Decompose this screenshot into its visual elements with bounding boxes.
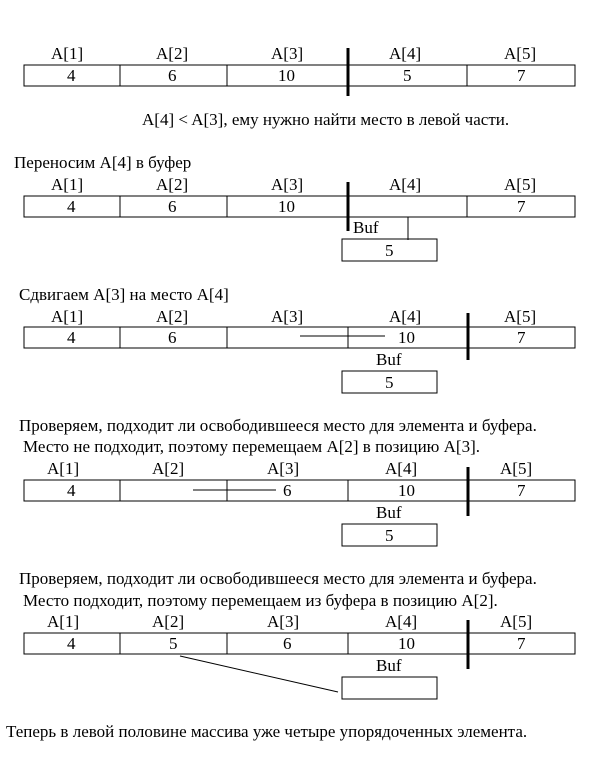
header-a3: A[3] — [271, 44, 304, 63]
cell-a5: 7 — [517, 66, 526, 85]
cell-a3: 10 — [278, 197, 295, 216]
cell-a3: 10 — [278, 66, 295, 85]
cell-a1: 4 — [67, 634, 76, 653]
conclusion-text: Теперь в левой половине массива уже четыре упорядоченных элемента. — [6, 722, 528, 741]
header-a4: A[4] — [385, 612, 418, 631]
header-a4: A[4] — [389, 44, 422, 63]
header-a5: A[5] — [500, 612, 533, 631]
header-a3: A[3] — [271, 307, 304, 326]
cell-a2: 6 — [168, 66, 177, 85]
cell-a3: 6 — [283, 634, 292, 653]
header-a5: A[5] — [504, 307, 537, 326]
header-a2: A[2] — [156, 44, 189, 63]
step5-caption-line1: Проверяем, подходит ли освободившееся место для элемента и буфера. — [19, 569, 537, 588]
buf-value: 5 — [385, 373, 394, 392]
array-2-box — [24, 196, 575, 217]
header-a4: A[4] — [385, 459, 418, 478]
cell-a3: 6 — [283, 481, 292, 500]
header-a1: A[1] — [47, 612, 80, 631]
header-a1: A[1] — [47, 459, 80, 478]
buf-label: Buf — [376, 503, 402, 522]
header-a1: A[1] — [51, 175, 84, 194]
buf-label: Buf — [376, 350, 402, 369]
header-a2: A[2] — [156, 175, 189, 194]
array-4-box — [24, 480, 575, 501]
step4-caption-line1: Проверяем, подходит ли освободившееся место для элемента и буфера. — [19, 416, 537, 435]
buf-value: 5 — [385, 241, 394, 260]
cell-a4: 5 — [403, 66, 412, 85]
cell-a5: 7 — [517, 481, 526, 500]
step3-caption: Сдвигаем A[3] на место A[4] — [19, 285, 229, 304]
header-a3: A[3] — [271, 175, 304, 194]
header-a5: A[5] — [504, 44, 537, 63]
cell-a1: 4 — [67, 481, 76, 500]
step2-caption: Переносим A[4] в буфер — [14, 153, 192, 172]
array-5-box — [24, 633, 575, 654]
buf-box-5 — [342, 677, 437, 699]
buf-label: Buf — [353, 218, 379, 237]
header-a2: A[2] — [156, 307, 189, 326]
buf-value: 5 — [385, 526, 394, 545]
step4-caption-line2: Место не подходит, поэтому перемещаем A[2] в позицию A[3]. — [23, 437, 480, 456]
step1-note: A[4] < A[3], ему нужно найти место в левой части. — [142, 110, 510, 129]
header-a5: A[5] — [500, 459, 533, 478]
header-a2: A[2] — [152, 612, 185, 631]
header-a1: A[1] — [51, 44, 84, 63]
cell-a5: 7 — [517, 197, 526, 216]
cell-a1: 4 — [67, 328, 76, 347]
header-a2: A[2] — [152, 459, 185, 478]
cell-a4: 10 — [398, 634, 415, 653]
cell-a1: 4 — [67, 66, 76, 85]
header-a4: A[4] — [389, 175, 422, 194]
insert-from-buf-line — [180, 656, 338, 692]
cell-a4: 10 — [398, 328, 415, 347]
header-a3: A[3] — [267, 612, 300, 631]
header-a1: A[1] — [51, 307, 84, 326]
cell-a2: 5 — [169, 634, 178, 653]
header-a3: A[3] — [267, 459, 300, 478]
step5-caption-line2: Место подходит, поэтому перемещаем из буфера в позицию A[2]. — [23, 591, 498, 610]
header-a4: A[4] — [389, 307, 422, 326]
cell-a1: 4 — [67, 197, 76, 216]
header-a5: A[5] — [504, 175, 537, 194]
cell-a5: 7 — [517, 328, 526, 347]
array-1-box — [24, 65, 575, 86]
cell-a4: 10 — [398, 481, 415, 500]
buf-label: Buf — [376, 656, 402, 675]
cell-a2: 6 — [168, 328, 177, 347]
cell-a2: 6 — [168, 197, 177, 216]
cell-a5: 7 — [517, 634, 526, 653]
array-3-box — [24, 327, 575, 348]
